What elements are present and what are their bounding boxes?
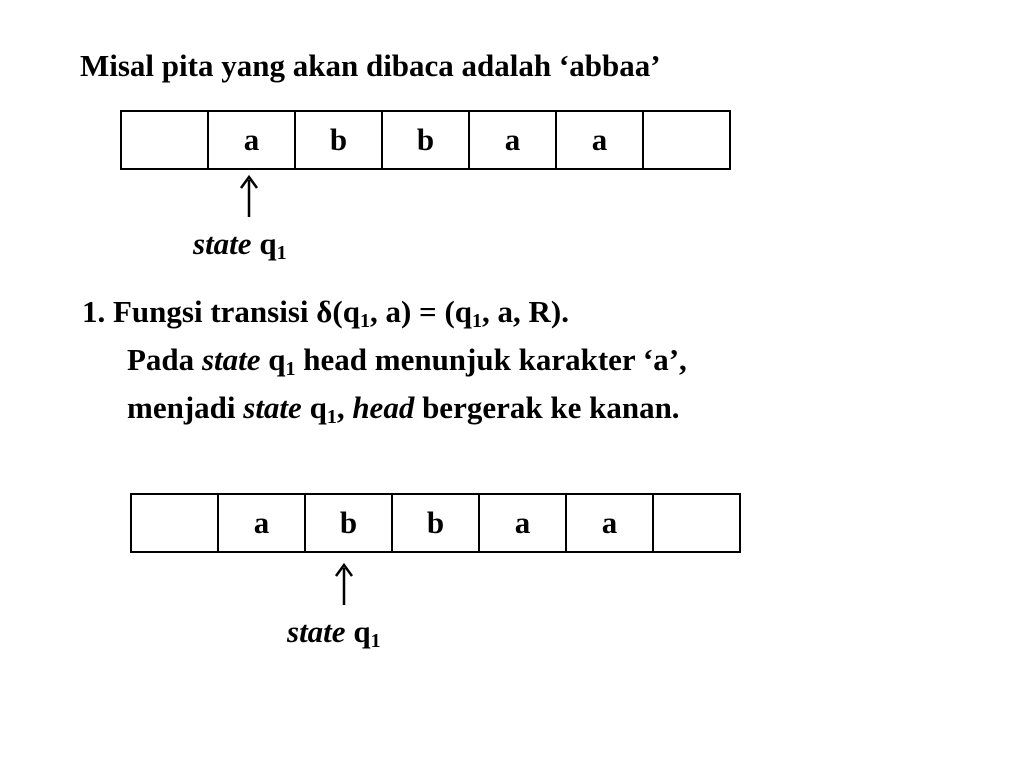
text: bergerak ke kanan. — [414, 390, 680, 425]
tape-1-cell: a — [470, 112, 557, 168]
tape-1-cell: a — [209, 112, 296, 168]
state-word: state — [287, 614, 346, 649]
state-symbol: q — [353, 614, 371, 649]
text: menjadi — [127, 390, 244, 425]
text: , a) = (q — [369, 294, 473, 329]
tape-2-cell: a — [567, 495, 654, 551]
tape-2-cell — [132, 495, 219, 551]
page-title: Misal pita yang akan dibaca adalah ‘abbaa’ — [80, 48, 661, 83]
subscript: 1 — [326, 406, 337, 428]
subscript: 1 — [359, 310, 370, 332]
head-arrow-icon — [329, 562, 359, 606]
tape-1-cell — [122, 112, 209, 168]
tape-2-cell: a — [480, 495, 567, 551]
state-word: state — [193, 226, 252, 261]
state-subscript: 1 — [370, 630, 381, 652]
state-symbol: q — [259, 226, 277, 261]
step-1-label: 1. Fungsi transisi — [82, 294, 317, 329]
text: , — [336, 390, 353, 425]
text: Pada — [127, 342, 202, 377]
text: (q — [332, 294, 360, 329]
text: head menunjuk karakter ‘a’, — [295, 342, 687, 377]
delta-symbol: δ — [316, 294, 333, 329]
state-label-2 — [287, 614, 381, 650]
step-1-line-2 — [127, 342, 687, 378]
tape-1-cell — [644, 112, 731, 168]
text: , a, R). — [482, 294, 569, 329]
text: q — [301, 390, 327, 425]
head-word: head — [352, 390, 415, 425]
step-1-line-3 — [127, 390, 680, 426]
tape-2-cell — [654, 495, 741, 551]
tape-2 — [130, 493, 741, 553]
tape-2-cell: b — [393, 495, 480, 551]
subscript: 1 — [285, 358, 296, 380]
tape-1-cell: a — [557, 112, 644, 168]
tape-2-cell: a — [219, 495, 306, 551]
tape-2-cell: b — [306, 495, 393, 551]
subscript: 1 — [472, 310, 483, 332]
state-subscript: 1 — [276, 242, 287, 264]
head-arrow-icon — [234, 174, 264, 218]
state-word: state — [201, 342, 261, 377]
state-label-1 — [193, 226, 287, 262]
tape-1 — [120, 110, 731, 170]
text: q — [260, 342, 286, 377]
tape-1-cell: b — [296, 112, 383, 168]
state-word: state — [243, 390, 302, 425]
tape-1-cell: b — [383, 112, 470, 168]
step-1-line-1 — [82, 294, 569, 330]
